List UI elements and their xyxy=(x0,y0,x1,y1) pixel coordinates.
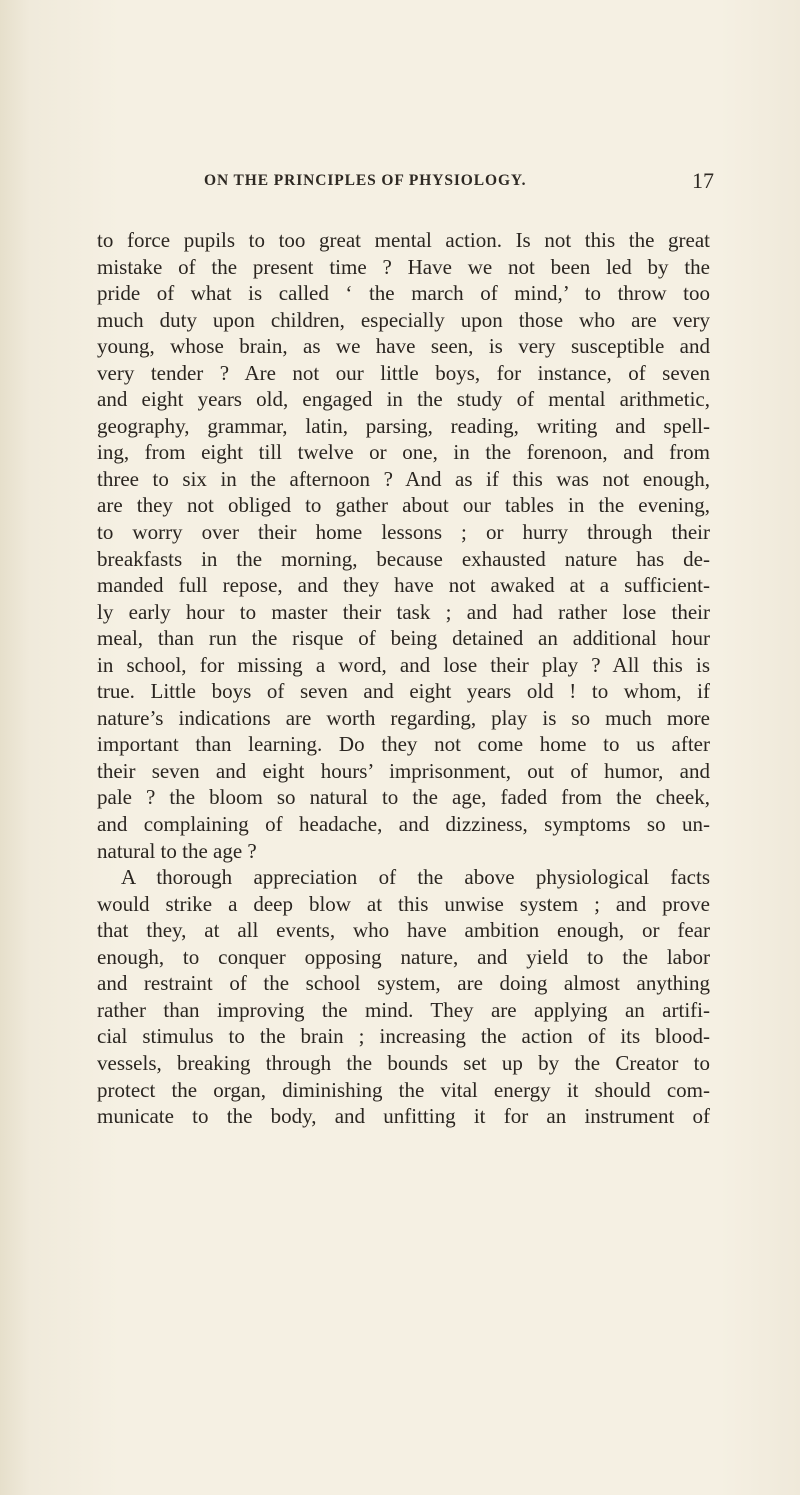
text-line: manded full repose, and they have not awaked at a sufficient- xyxy=(97,573,710,598)
text-line: to worry over their home lessons ; or hurry through their xyxy=(97,520,710,545)
text-line: important than learning. Do they not come home to us after xyxy=(97,732,710,757)
text-line: rather than improving the mind. They are applying an artifi- xyxy=(97,997,710,1022)
text-line: and eight years old, engaged in the study of mental arithmetic, xyxy=(97,387,710,412)
text-line: to force pupils to too great mental action. Is not this the great xyxy=(97,228,710,252)
text-line: are they not obliged to gather about our tables in the evening, xyxy=(97,493,710,518)
text-line: their seven and eight hours’ imprisonment, out of humor, and xyxy=(97,758,710,783)
page-header xyxy=(0,168,800,196)
body-text xyxy=(97,227,710,1130)
text-line: protect the organ, diminishing the vital energy it should com- xyxy=(97,1077,710,1102)
text-line: enough, to conquer opposing nature, and yield to the labor xyxy=(97,944,710,969)
text-line: and restraint of the school system, are doing almost anything xyxy=(97,971,710,996)
text-line: and complaining of headache, and dizziness, symptoms so un- xyxy=(97,812,710,837)
text-line: breakfasts in the morning, because exhausted nature has de- xyxy=(97,546,710,571)
page-number: 17 xyxy=(692,168,714,193)
text-line: young, whose brain, as we have seen, is very susceptible and xyxy=(97,334,710,359)
text-line: pale ? the bloom so natural to the age, faded from the cheek, xyxy=(97,785,710,810)
text-line: much duty upon children, especially upon those who are very xyxy=(97,307,710,332)
text-line: in school, for missing a word, and lose their play ? All this is xyxy=(97,652,710,677)
text-line: very tender ? Are not our little boys, for instance, of seven xyxy=(97,360,710,385)
text-line: ing, from eight till twelve or one, in the forenoon, and from xyxy=(97,440,710,465)
text-line: three to six in the afternoon ? And as if this was not enough, xyxy=(97,466,710,491)
text-line: geography, grammar, latin, parsing, reading, writing and spell- xyxy=(97,413,710,438)
text-line: mistake of the present time ? Have we not been led by the xyxy=(97,254,710,279)
text-line: true. Little boys of seven and eight years old ! to whom, if xyxy=(97,679,710,704)
text-line: nature’s indications are worth regarding, play is so much more xyxy=(97,705,710,730)
text-line: ly early hour to master their task ; and had rather lose their xyxy=(97,599,710,624)
text-line: pride of what is called ‘ the march of mind,’ to throw too xyxy=(97,281,710,306)
running-head: ON THE PRINCIPLES OF PHYSIOLOGY. xyxy=(204,172,527,189)
text-line: cial stimulus to the brain ; increasing the action of its blood- xyxy=(97,1024,710,1049)
text-line: meal, than run the risque of being detained an additional hour xyxy=(97,626,710,651)
text-line: municate to the body, and unfitting it for an instrument of xyxy=(97,1104,710,1129)
text-line: that they, at all events, who have ambition enough, or fear xyxy=(97,918,710,943)
text-line: vessels, breaking through the bounds set up by the Creator to xyxy=(97,1050,710,1075)
text-line: would strike a deep blow at this unwise system ; and prove xyxy=(97,891,710,916)
paragraph-first-line: A thorough appreciation of the above physiological facts xyxy=(121,865,710,890)
text-line: natural to the age ? xyxy=(97,838,257,863)
